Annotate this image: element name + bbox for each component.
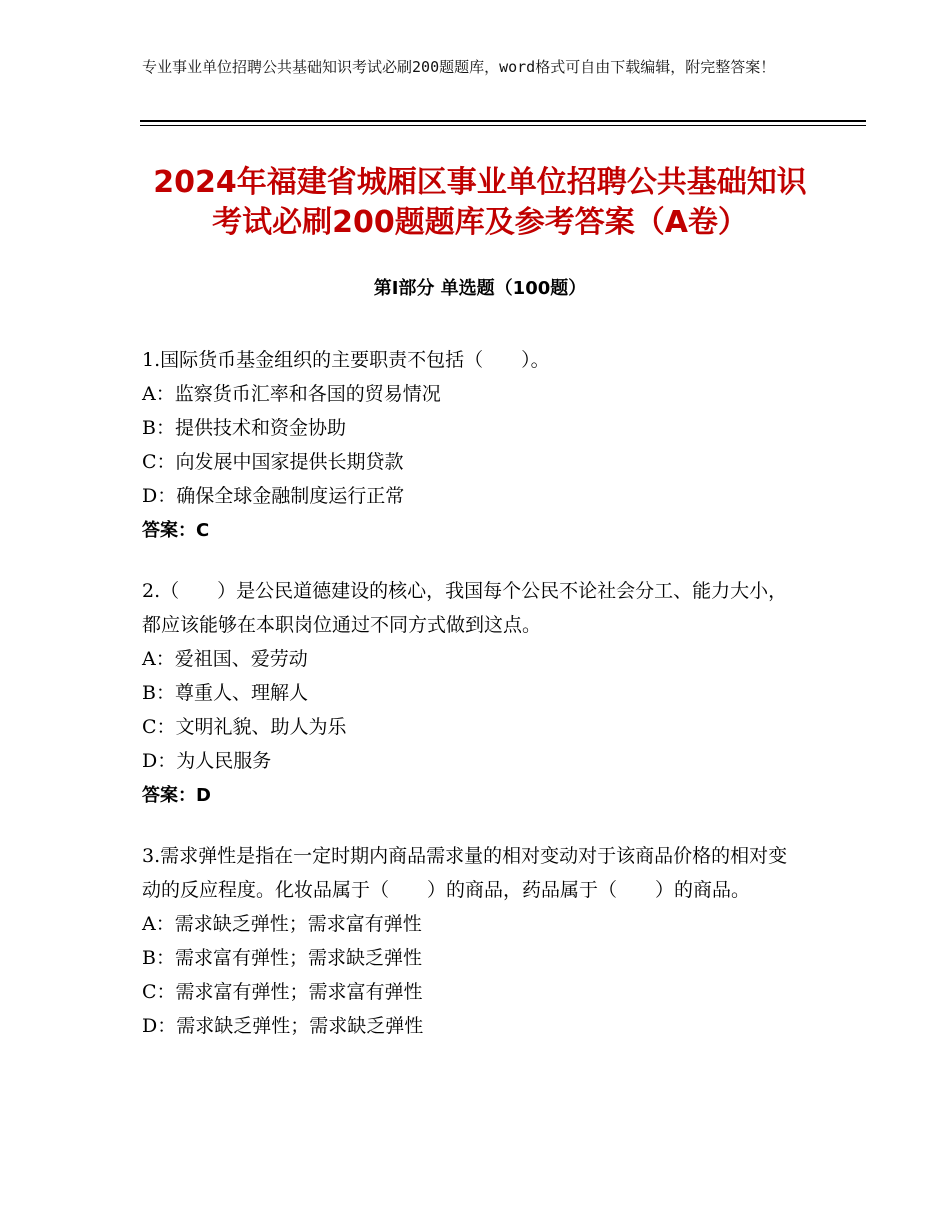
option-a: A：监察货币汇率和各国的贸易情况 [142, 383, 441, 405]
answer-label: 答案： [142, 785, 196, 806]
question-list [142, 343, 802, 1068]
answer-value: D [196, 785, 211, 806]
option-d: D：需求缺乏弹性；需求缺乏弹性 [142, 1015, 424, 1037]
option-a: A：需求缺乏弹性；需求富有弹性 [142, 913, 422, 935]
question-1 [142, 343, 802, 549]
header-rule-thick [140, 120, 866, 122]
option-a: A：爱祖国、爱劳动 [142, 648, 308, 670]
header-note: 专业事业单位招聘公共基础知识考试必刷200题题库，word格式可自由下载编辑，附完整答案！ [142, 58, 776, 76]
document-title: 2024年福建省城厢区事业单位招聘公共基础知识考试必刷200题题库及参考答案（A卷） [153, 165, 807, 240]
option-d: D：确保全球金融制度运行正常 [142, 485, 405, 507]
question-2 [142, 574, 802, 814]
header-rule-thin [140, 125, 866, 126]
question-3 [142, 839, 802, 1043]
answer-line [142, 778, 802, 814]
option-d: D：为人民服务 [142, 750, 272, 772]
question-stem: 1.国际货币基金组织的主要职责不包括（ ）。 [142, 349, 550, 371]
question-stem: 3.需求弹性是指在一定时期内商品需求量的相对变动对于该商品价格的相对变动的反应程度。化妆品属于（ ）的商品，药品属于（ ）的商品。 [142, 845, 788, 901]
answer-line [142, 513, 802, 549]
option-b: B：提供技术和资金协助 [142, 417, 346, 439]
option-c: C：文明礼貌、助人为乐 [142, 716, 347, 738]
question-stem: 2.（ ）是公民道德建设的核心，我国每个公民不论社会分工、能力大小，都应该能够在本职岗位通过不同方式做到这点。 [142, 580, 788, 636]
option-c: C：需求富有弹性；需求富有弹性 [142, 981, 423, 1003]
option-c: C：向发展中国家提供长期贷款 [142, 451, 404, 473]
answer-value: C [196, 520, 210, 541]
option-b: B：需求富有弹性；需求缺乏弹性 [142, 947, 422, 969]
option-b: B：尊重人、理解人 [142, 682, 308, 704]
section-heading: 第Ⅰ部分 单选题（100题） [373, 278, 587, 299]
answer-label: 答案： [142, 520, 196, 541]
